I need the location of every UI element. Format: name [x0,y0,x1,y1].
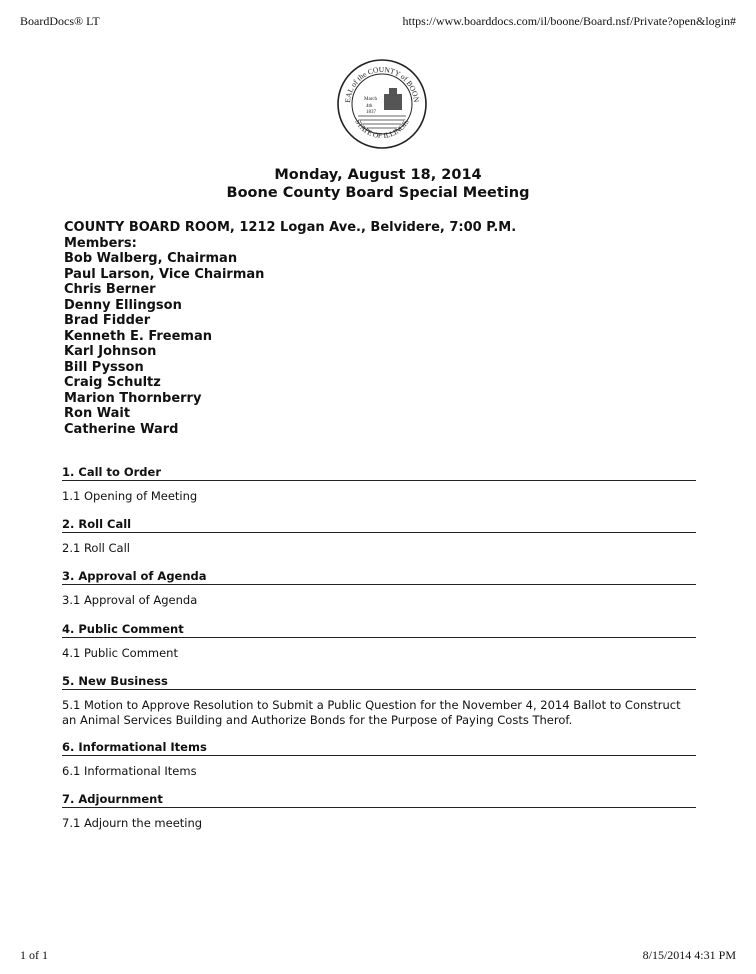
county-seal-icon [336,58,428,150]
agenda-item[interactable]: 4.1 Public Comment [62,646,178,660]
agenda-section-heading: 1. Call to Order [62,465,696,481]
svg-text:4th: 4th [366,104,373,109]
agenda-section-heading: 4. Public Comment [62,622,696,638]
agenda-section [62,517,696,569]
member-item: Paul Larson, Vice Chairman [64,266,265,282]
agenda-section [62,674,696,740]
print-timestamp: 8/15/2014 4:31 PM [642,948,736,962]
svg-text:March: March [364,97,378,102]
member-item: Bob Walberg, Chairman [64,251,238,266]
agenda-section [62,792,696,844]
member-item: Craig Schultz [64,375,161,390]
agenda-section-heading: 7. Adjournment [62,792,696,808]
meeting-info [64,220,516,437]
agenda-section [62,622,696,674]
member-item: Kenneth E. Freeman [64,328,212,344]
member-item: Marion Thornberry [64,390,202,406]
agenda-section-heading: 6. Informational Items [62,740,696,756]
member-item: Karl Johnson [64,344,157,359]
agenda-item[interactable]: 5.1 Motion to Approve Resolution to Submit a Public Question for the November 4, 2014 Ballot to Construct an Animal Services Building and Authorize Bonds for the Purpose of Paying Costs Therof. [62,698,681,727]
svg-text:SEAL of the COUNTY of BOONE: EAL of the COUNTY of BOON [342,64,422,104]
meeting-location: COUNTY BOARD ROOM, 1212 Logan Ave., Belvidere, 7:00 P.M. [64,220,517,235]
agenda-item[interactable]: 1.1 Opening of Meeting [62,489,198,503]
meeting-date-title: Monday, August 18, 2014 [274,167,482,183]
agenda-item[interactable]: 7.1 Adjourn the meeting [62,816,203,830]
member-item: Brad Fidder [64,313,151,328]
page-counter: 1 of 1 [20,948,48,962]
agenda-section [62,465,696,517]
member-item: Ron Wait [64,406,131,421]
members-label: Members: [64,235,137,251]
browser-header-title: BoardDocs® LT [20,14,100,28]
member-item: Bill Pysson [64,359,144,375]
svg-text:1837: 1837 [366,110,376,115]
member-item: Chris Berner [64,282,156,297]
member-item: Denny Ellingson [64,297,182,313]
agenda-section [62,740,696,792]
agenda-item[interactable]: 3.1 Approval of Agenda [62,593,198,607]
member-item: Catherine Ward [64,421,179,437]
agenda-section [62,569,696,622]
agenda-section-heading: 5. New Business [62,674,696,690]
agenda-list [62,465,696,844]
meeting-name-title: Boone County Board Special Meeting [226,185,530,201]
agenda-section-heading: 3. Approval of Agenda [62,569,696,585]
agenda-section-heading: 2. Roll Call [62,517,696,533]
browser-header-url: https://www.boarddocs.com/il/boone/Board.nsf/Private?open&login# [402,14,736,28]
agenda-item[interactable]: 2.1 Roll Call [62,541,130,555]
agenda-item[interactable]: 6.1 Informational Items [62,764,197,778]
svg-text:STATE OF ILLINOIS: STATE OF ILLINOIS [353,117,411,141]
